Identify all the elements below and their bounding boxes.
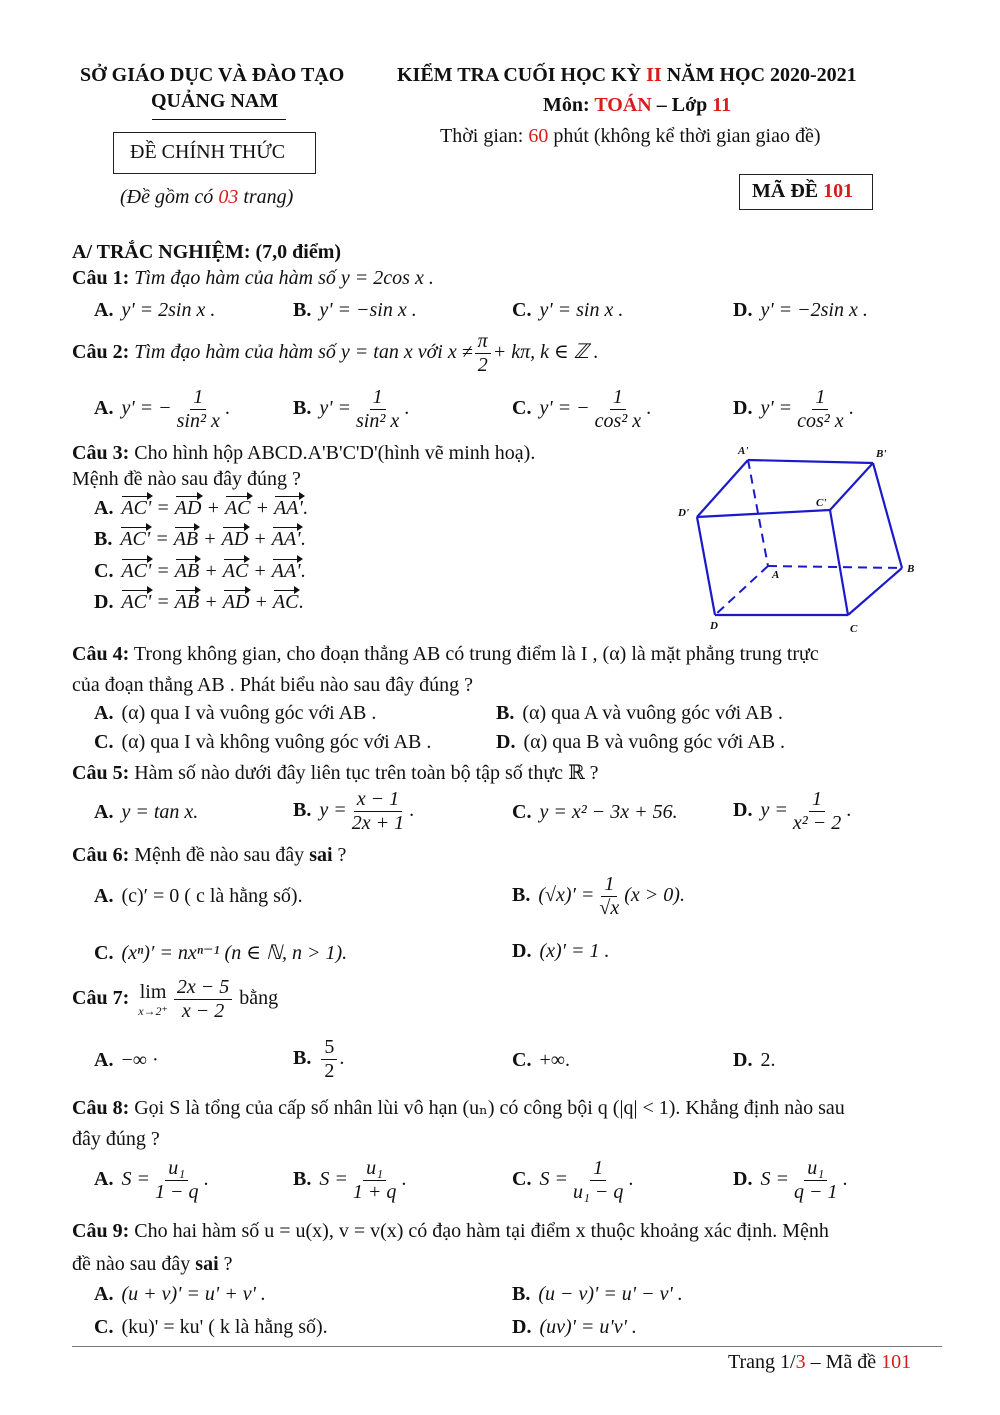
- q3-option-d[interactable]: D. AC' = AB + AD + AC.: [94, 591, 304, 613]
- q9-option-b[interactable]: B. (u − v)' = u' − v' .: [512, 1283, 683, 1305]
- q4-option-c[interactable]: C. (α) qua I và không vuông góc với AB .: [94, 731, 432, 753]
- page-footer: Trang 1/3 – Mã đề 101: [728, 1351, 912, 1373]
- q2-option-b[interactable]: B. y' = $\frac{1}{\text{sin² x}}$ .: [293, 386, 410, 432]
- q3-option-c[interactable]: C. AC' = AB + AC + AA'.: [94, 560, 306, 582]
- page-count-note: (Đề gồm có 03 trang): [120, 186, 294, 208]
- q9-option-d[interactable]: D. (uv)' = u'v' .: [512, 1316, 637, 1338]
- q1-option-b[interactable]: B. y' = −sin x .: [293, 299, 417, 321]
- q7-option-a[interactable]: A. −∞ ·: [94, 1049, 159, 1071]
- question-8-line2: đây đúng ?: [72, 1128, 160, 1150]
- q8-option-c[interactable]: C. S = $\frac{1}{\text{u₁ − q}}$ .: [512, 1157, 634, 1203]
- edge-b1c1: [830, 463, 873, 510]
- q5-option-b[interactable]: B. y = $\frac{x - 1}{2x + 1}$ .: [293, 788, 415, 834]
- q6-option-b[interactable]: B. (√x)′ = $\frac{1}{√x}$ (x > 0).: [512, 873, 685, 919]
- question-1: Câu 1: Tìm đạo hàm của hàm số y = 2cos x .: [72, 267, 434, 289]
- question-9: Câu 9: Cho hai hàm số u = u(x), v = v(x) có đạo hàm tại điểm x thuộc khoảng xác định. Mệnh: [72, 1220, 829, 1242]
- q9-option-c[interactable]: C. (ku)' = ku' ( k là hằng số).: [94, 1316, 328, 1338]
- q5-option-a[interactable]: A. y = tan x.: [94, 801, 199, 823]
- exam-code: MÃ ĐỀ 101: [752, 180, 854, 202]
- label-a1: A': [738, 445, 749, 457]
- q9-option-a[interactable]: A. (u + v)' = u' + v' .: [94, 1283, 266, 1305]
- province-underline: [152, 119, 286, 120]
- q6-option-c[interactable]: C. (xⁿ)′ = nxⁿ⁻¹ (n ∈ ℕ, n > 1).: [94, 942, 348, 964]
- question-5: Câu 5: Hàm số nào dưới đây liên tục trên toàn bộ tập số thực ℝ ?: [72, 762, 599, 784]
- edge-cb: [848, 568, 902, 615]
- edge-c1d1: [697, 510, 830, 517]
- question-7: Câu 7: lim x→2⁺ $\frac{2x - 5}{x - 2}$ bằng: [72, 976, 279, 1022]
- q5-option-c[interactable]: C. y = x² − 3x + 56.: [512, 801, 678, 823]
- exam-title: KIỂM TRA CUỐI HỌC KỲ II NĂM HỌC 2020-2021: [397, 64, 857, 86]
- question-9-line2: đề nào sau đây sai ?: [72, 1253, 233, 1275]
- q2-option-d[interactable]: D. y' = $\frac{1}{\text{cos² x}}$ .: [733, 386, 854, 432]
- question-4-line2: của đoạn thẳng AB . Phát biểu nào sau đây đúng ?: [72, 674, 474, 696]
- q1-option-d[interactable]: D. y' = −2sin x .: [733, 299, 868, 321]
- question-3-line2: Mệnh đề nào sau đây đúng ?: [72, 468, 301, 490]
- time-line: Thời gian: 60 phút (không kể thời gian giao đề): [440, 125, 821, 147]
- official-label: ĐỀ CHÍNH THỨC: [130, 141, 286, 163]
- q4-option-d[interactable]: D. (α) qua B và vuông góc với AB .: [496, 731, 786, 753]
- label-c: C: [850, 623, 858, 635]
- q7-option-c[interactable]: C. +∞.: [512, 1049, 570, 1071]
- question-2: Câu 2: Tìm đạo hàm của hàm số y = tan x với x ≠ $\frac{\pi}{2}$ + kπ, k ∈ ℤ .: [72, 330, 599, 376]
- edge-ab-hidden: [768, 566, 902, 568]
- footer-divider: [72, 1346, 942, 1347]
- question-8: Câu 8: Gọi S là tổng của cấp số nhân lùi vô hạn (uₙ) có công bội q (|q| < 1). Khẳng định nào sau: [72, 1097, 845, 1119]
- q2-option-c[interactable]: C. y' = − $\frac{1}{\text{cos² x}}$ .: [512, 386, 652, 432]
- q8-option-b[interactable]: B. S = $\frac{\text{u₁}}{1 + q}$ .: [293, 1157, 407, 1203]
- department-name: SỞ GIÁO DỤC VÀ ĐÀO TẠO: [80, 64, 345, 86]
- edge-b1b: [873, 463, 902, 568]
- q3-option-a[interactable]: A. AC' = AD + AC + AA'.: [94, 497, 308, 519]
- edge-ad-hidden: [715, 566, 768, 615]
- subject-line: Môn: TOÁN – Lớp 11: [543, 94, 732, 116]
- q3-option-b[interactable]: B. AC' = AB + AD + AA'.: [94, 528, 306, 550]
- edge-c1c: [830, 510, 848, 615]
- q6-option-a[interactable]: A. (c)′ = 0 ( c là hằng số).: [94, 885, 303, 907]
- parallelepiped-figure: [670, 440, 930, 640]
- q5-option-d[interactable]: D. y = $\frac{1}{\text{x² − 2}}$ .: [733, 788, 852, 834]
- question-4: Câu 4: Trong không gian, cho đoạn thẳng AB có trung điểm là I , (α) là mặt phẳng trung trực: [72, 643, 819, 665]
- q7-option-d[interactable]: D. 2.: [733, 1049, 776, 1071]
- q7-option-b[interactable]: B. $\frac{5}{2}$ .: [293, 1036, 345, 1082]
- q6-option-d[interactable]: D. (x)′ = 1 .: [512, 940, 610, 962]
- label-d: D: [710, 620, 718, 632]
- q1-option-a[interactable]: A. y' = 2sin x .: [94, 299, 216, 321]
- label-d1: D': [678, 507, 689, 519]
- province-name: QUẢNG NAM: [151, 90, 279, 112]
- label-b1: B': [876, 448, 887, 460]
- label-b: B: [907, 563, 915, 575]
- q4-option-a[interactable]: A. (α) qua I và vuông góc với AB .: [94, 702, 377, 724]
- label-a: A: [772, 569, 780, 581]
- edge-a1b1: [748, 460, 873, 463]
- q4-option-b[interactable]: B. (α) qua A và vuông góc với AB .: [496, 702, 783, 724]
- question-3: Câu 3: Cho hình hộp ABCD.A'B'C'D'(hình vẽ minh hoạ).: [72, 442, 536, 464]
- question-6: Câu 6: Mệnh đề nào sau đây sai ?: [72, 844, 347, 866]
- section-title: A/ TRẮC NGHIỆM: (7,0 điểm): [72, 241, 342, 263]
- q2-option-a[interactable]: A. y' = − $\frac{1}{\text{sin² x}}$ .: [94, 386, 230, 432]
- q8-option-d[interactable]: D. S = $\frac{\text{u₁}}{q - 1}$ .: [733, 1157, 848, 1203]
- edge-d1a1: [697, 460, 748, 517]
- q8-option-a[interactable]: A. S = $\frac{\text{u₁}}{1 - q}$ .: [94, 1157, 209, 1203]
- edge-d1d: [697, 517, 715, 615]
- q1-option-c[interactable]: C. y' = sin x .: [512, 299, 624, 321]
- label-c1: C': [816, 497, 827, 509]
